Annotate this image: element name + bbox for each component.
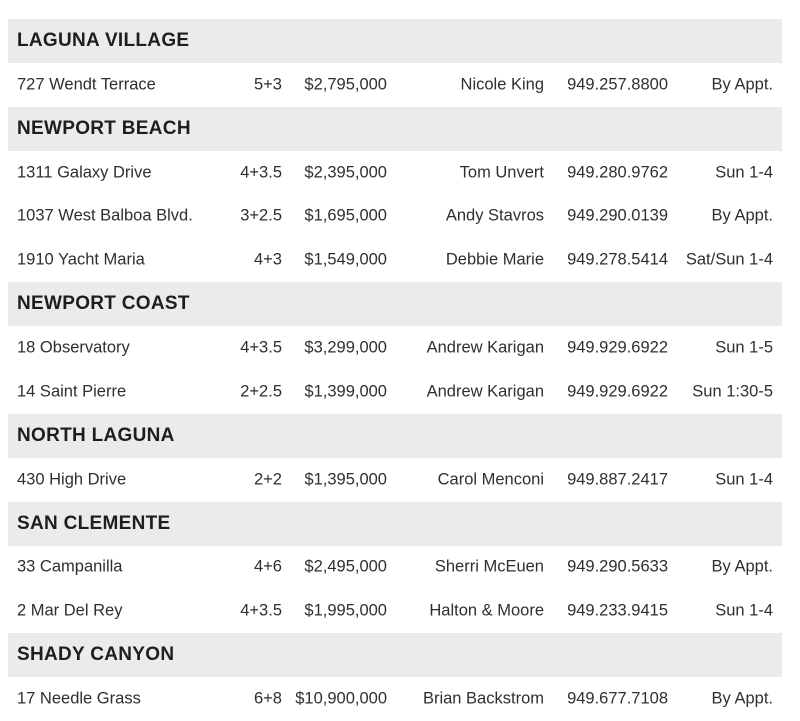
listing-hours: By Appt.	[711, 557, 773, 576]
listing-price: $1,395,000	[304, 470, 387, 489]
listing-address: 1910 Yacht Maria	[17, 250, 145, 269]
listing-agent: Andy Stavros	[445, 206, 544, 225]
listing-row	[8, 589, 782, 633]
listing-phone: 949.233.9415	[567, 601, 668, 620]
listing-row	[8, 238, 782, 282]
listing-phone: 949.677.7108	[567, 689, 668, 708]
listing-agent: Brian Backstrom	[422, 689, 544, 708]
area-header: NEWPORT COAST	[8, 282, 782, 326]
listing-price: $1,995,000	[304, 601, 387, 620]
listing-address: 1311 Galaxy Drive	[17, 163, 152, 182]
area-section	[8, 107, 782, 282]
listing-phone: 949.257.8800	[567, 75, 668, 94]
listing-phone: 949.929.6922	[567, 338, 668, 357]
area-section	[8, 19, 782, 107]
listing-row	[8, 458, 782, 502]
listing-price: $10,900,000	[295, 689, 387, 708]
listing-address: 727 Wendt Terrace	[17, 75, 156, 94]
listing-row	[8, 370, 782, 414]
listing-price: $3,299,000	[304, 338, 387, 357]
listing-hours: Sun 1-5	[715, 338, 773, 357]
listing-row	[8, 677, 782, 721]
listing-hours: Sun 1:30-5	[692, 382, 773, 401]
open-house-listings	[8, 19, 782, 721]
area-header: NEWPORT BEACH	[8, 107, 782, 151]
listing-row	[8, 195, 782, 239]
listing-beds-baths: 4+3.5	[240, 163, 282, 182]
listing-beds-baths: 5+3	[254, 75, 282, 94]
listing-price: $1,549,000	[304, 250, 387, 269]
listing-price: $1,695,000	[304, 206, 387, 225]
area-header: SHADY CANYON	[8, 633, 782, 677]
listing-row	[8, 546, 782, 590]
listing-phone: 949.929.6922	[567, 382, 668, 401]
listing-hours: By Appt.	[711, 206, 773, 225]
listing-agent: Sherri McEuen	[434, 557, 544, 576]
area-section	[8, 502, 782, 634]
listing-beds-baths: 2+2	[254, 470, 282, 489]
listing-phone: 949.290.5633	[567, 557, 668, 576]
area-header: LAGUNA VILLAGE	[8, 19, 782, 63]
listing-beds-baths: 4+3	[254, 250, 282, 269]
listing-beds-baths: 4+6	[254, 557, 282, 576]
listing-address: 17 Needle Grass	[17, 689, 141, 708]
listing-agent: Andrew Karigan	[426, 382, 544, 401]
listing-agent: Halton & Moore	[429, 601, 544, 620]
listing-phone: 949.280.9762	[567, 163, 668, 182]
listing-phone: 949.290.0139	[567, 206, 668, 225]
listing-address: 33 Campanilla	[17, 557, 123, 576]
listing-agent: Debbie Marie	[445, 250, 544, 269]
listing-row	[8, 151, 782, 195]
listing-row	[8, 326, 782, 370]
listing-address: 14 Saint Pierre	[17, 382, 127, 401]
listing-address: 430 High Drive	[17, 470, 127, 489]
listing-agent: Nicole King	[460, 75, 544, 94]
area-header: NORTH LAGUNA	[8, 414, 782, 458]
listing-phone: 949.278.5414	[567, 250, 668, 269]
listing-beds-baths: 3+2.5	[240, 206, 282, 225]
listing-price: $2,395,000	[304, 163, 387, 182]
listing-beds-baths: 4+3.5	[240, 601, 282, 620]
listing-price: $2,795,000	[304, 75, 387, 94]
listing-agent: Andrew Karigan	[426, 338, 544, 357]
listing-agent: Carol Menconi	[437, 470, 544, 489]
listing-row	[8, 63, 782, 107]
area-section	[8, 414, 782, 502]
listing-phone: 949.887.2417	[567, 470, 668, 489]
listing-hours: By Appt.	[711, 689, 773, 708]
listing-address: 1037 West Balboa Blvd.	[17, 206, 193, 225]
area-header: SAN CLEMENTE	[8, 502, 782, 546]
listing-price: $1,399,000	[304, 382, 387, 401]
listing-address: 2 Mar Del Rey	[17, 601, 123, 620]
listing-hours: Sun 1-4	[715, 470, 773, 489]
listing-beds-baths: 4+3.5	[240, 338, 282, 357]
listing-price: $2,495,000	[304, 557, 387, 576]
listing-hours: Sun 1-4	[715, 601, 773, 620]
listing-hours: By Appt.	[711, 75, 773, 94]
area-section	[8, 282, 782, 414]
listing-agent: Tom Unvert	[459, 163, 544, 182]
area-section	[8, 633, 782, 721]
listing-hours: Sun 1-4	[715, 163, 773, 182]
listing-beds-baths: 6+8	[254, 689, 282, 708]
listing-address: 18 Observatory	[17, 338, 130, 357]
listing-hours: Sat/Sun 1-4	[685, 250, 773, 269]
listing-beds-baths: 2+2.5	[240, 382, 282, 401]
